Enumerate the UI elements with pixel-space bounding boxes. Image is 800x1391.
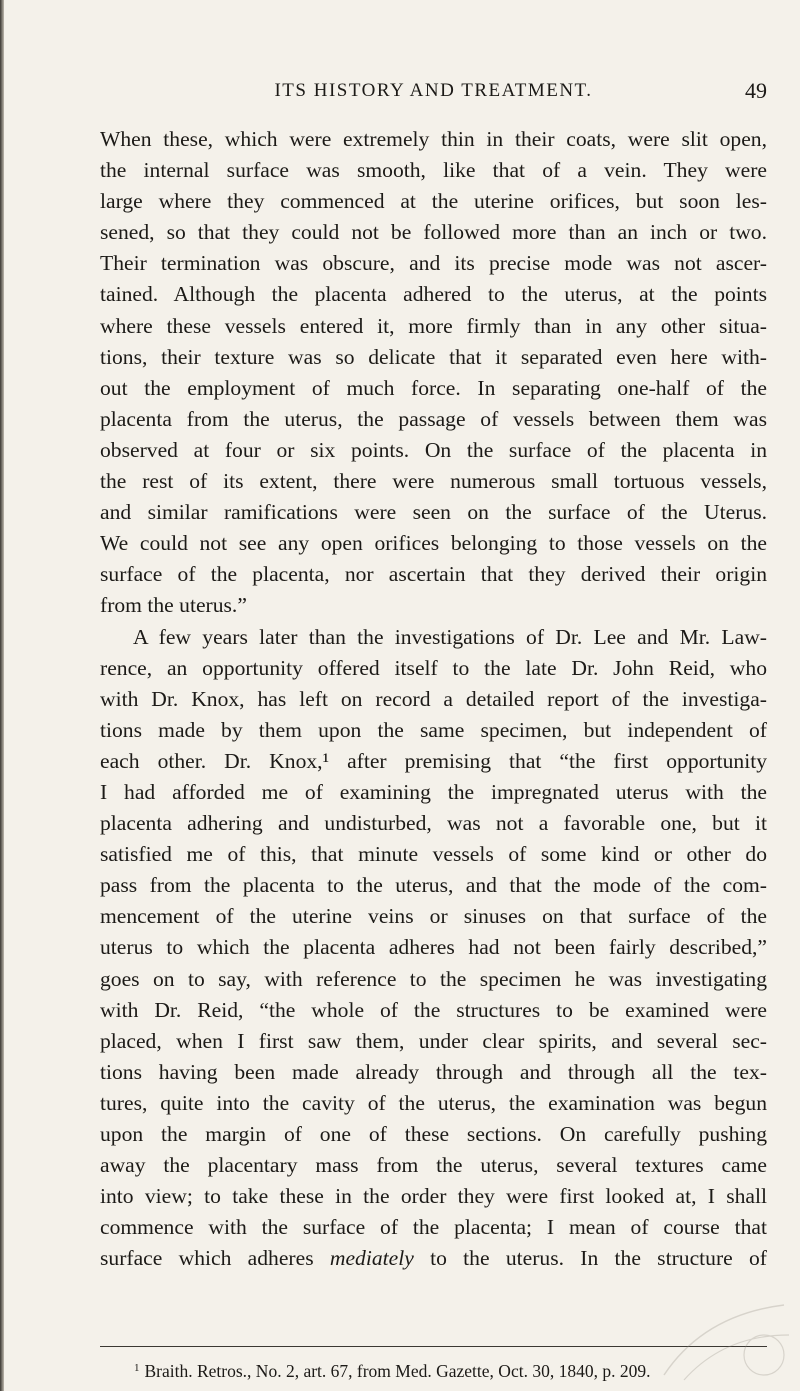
text-line: placed, when I first saw them, under clear spirits, and several sec-: [100, 1028, 767, 1053]
text-line: placenta from the uterus, the passage of vessels between them was: [100, 406, 767, 431]
text-line: A few years later than the investigations of Dr. Lee and Mr. Law-: [133, 624, 767, 649]
page-binding-edge: [0, 0, 4, 1391]
text-line: satisfied me of this, that minute vessels of some kind or other do: [100, 842, 767, 867]
footnote-text: Braith. Retros., No. 2, art. 67, from Med. Gazette, Oct. 30, 1840, p. 209.: [144, 1361, 651, 1381]
running-title: ITS HISTORY AND TREATMENT.: [274, 80, 593, 101]
text-line: pass from the placenta to the uterus, and that the mode of the com-: [100, 873, 767, 898]
page-number: 49: [745, 78, 767, 103]
running-head: [100, 76, 767, 106]
text-line: I had afforded me of examining the impregnated uterus with the: [100, 779, 767, 804]
text-line: placenta adhering and undisturbed, was not a favorable one, but it: [100, 811, 767, 836]
text-line-with-emphasis: [100, 1243, 767, 1274]
text-line: observed at four or six points. On the surface of the placenta in: [100, 437, 767, 462]
text-line: where these vessels entered it, more firmly than in any other situa-: [100, 313, 767, 338]
text-line: tained. Although the placenta adhered to the uterus, at the points: [100, 282, 767, 307]
text-line: tions made by them upon the same specimen, but independent of: [100, 717, 767, 742]
text-line: tures, quite into the cavity of the uterus, the examination was begun: [100, 1090, 767, 1115]
text-line: into view; to take these in the order they were first looked at, I shall: [100, 1184, 767, 1209]
text-line: sened, so that they could not be followed more than an inch or two.: [100, 220, 767, 245]
text-line: from the uterus.”: [100, 593, 247, 618]
emphasized-word: mediately: [329, 1246, 414, 1271]
text-line: When these, which were extremely thin in their coats, were slit open,: [100, 127, 767, 151]
text-line: surface of the placenta, nor ascertain that they derived their origin: [100, 562, 767, 587]
text-line: uterus to which the placenta adheres had not been fairly described,”: [100, 935, 767, 960]
text-line: goes on to say, with reference to the specimen he was investigating: [100, 966, 767, 991]
text-fragment: to the uterus. In the structure of: [430, 1246, 767, 1271]
text-line: with Dr. Reid, “the whole of the structures to be examined were: [100, 997, 767, 1022]
text-line: tions having been made already through and through all the tex-: [100, 1059, 767, 1084]
text-line: the internal surface was smooth, like that of a vein. They were: [100, 158, 767, 183]
text-line: and similar ramifications were seen on the surface of the Uterus.: [100, 500, 767, 525]
body-text: [100, 124, 767, 1274]
footnote-marker: 1: [134, 1362, 140, 1374]
text-line: large where they commenced at the uterine orifices, but soon les-: [100, 189, 767, 214]
library-stamp-mark: [644, 1275, 794, 1385]
text-line: with Dr. Knox, has left on record a detailed report of the investiga-: [100, 686, 767, 711]
text-line: rence, an opportunity offered itself to the late Dr. John Reid, who: [100, 655, 767, 680]
text-line: out the employment of much force. In separating one-half of the: [100, 375, 767, 400]
text-line: upon the margin of one of these sections. On carefully pushing: [100, 1122, 767, 1146]
text-line: tions, their texture was so delicate that it separated even here with-: [100, 344, 767, 369]
text-line: We could not see any open orifices belonging to those vessels on the: [100, 531, 767, 556]
text-fragment: surface which adheres: [100, 1246, 314, 1271]
text-line: away the placentary mass from the uterus, several textures came: [100, 1153, 767, 1178]
text-line: each other. Dr. Knox,¹ after premising that “the first opportunity: [100, 748, 767, 773]
text-line: the rest of its extent, there were numerous small tortuous vessels,: [100, 469, 767, 494]
text-line: commence with the surface of the placenta; I mean of course that: [100, 1215, 767, 1240]
text-line: mencement of the uterine veins or sinuses on that surface of the: [100, 904, 767, 929]
text-line: Their termination was obscure, and its precise mode was not ascer-: [100, 251, 767, 276]
